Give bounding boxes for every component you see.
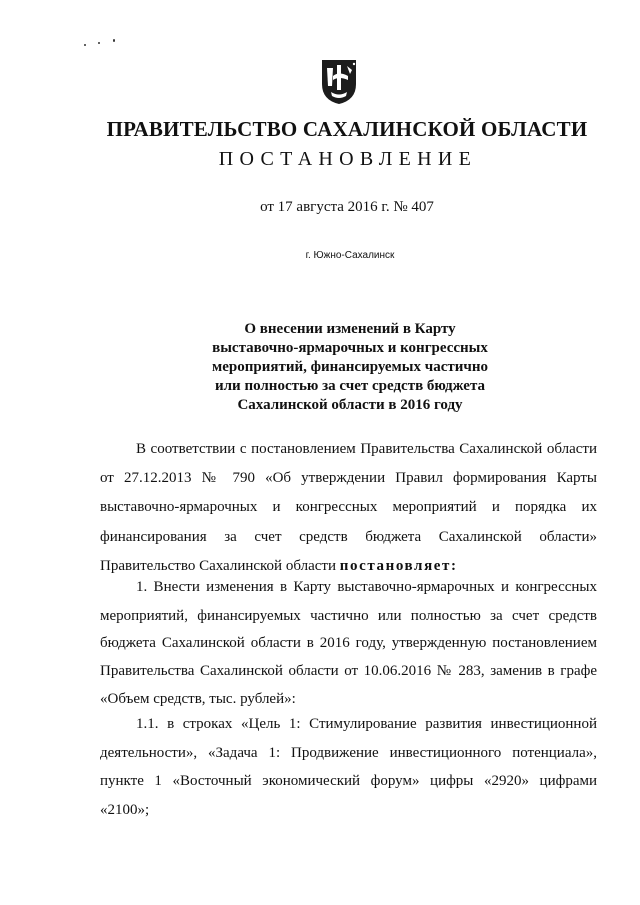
item-1-1-line: деятельности», «Задача 1: Продвижение инвестиционного потенциала», [100,745,597,761]
subject-line: или полностью за счет средств бюджета [215,378,485,394]
item-1-1-line: «2100»; [100,802,150,818]
item-1-line: мероприятий, финансируемых частично или полностью за счет средств [100,608,597,624]
preamble-line: от 27.12.2013 № 790 «Об утверждении Правил формирования Карты [100,470,597,486]
document-city: г. Южно-Сахалинск [305,250,395,261]
subject-line: выставочно-ярмарочных и конгрессных [212,340,488,356]
preamble-line: финансирования за счет средств бюджета Сахалинской области» [100,529,597,545]
preamble-last-line [100,555,597,577]
document-subject [185,320,515,415]
document-date-number: от 17 августа 2016 г. № 407 [260,199,434,215]
subject-line: мероприятий, финансируемых частично [212,359,488,375]
item-1-1-line: пункте 1 «Восточный экономический форум» цифры «2920» цифрами [100,773,597,789]
government-title: ПРАВИТЕЛЬСТВО САХАЛИНСКОЙ ОБЛАСТИ [106,117,588,141]
item-1-line: 1. Внести изменения в Карту выставочно-ярмарочных и конгрессных [136,579,597,595]
preamble-line: выставочно-ярмарочных и конгрессных мероприятий и порядка их [100,499,597,515]
subject-line: Сахалинской области в 2016 году [237,397,463,413]
scan-speck [98,42,100,44]
item-1-1-line: 1.1. в строках «Цель 1: Стимулирование развития инвестиционной [136,716,597,732]
scan-speck [113,39,115,42]
preamble-line: В соответствии с постановлением Правительства Сахалинской области [136,441,597,457]
subject-line: О внесении изменений в Карту [244,321,456,337]
item-1-line: Правительства Сахалинской области от 10.06.2016 № 283, заменив в графе [100,663,597,679]
item-1-line: «Объем средств, тыс. рублей»: [100,691,296,707]
item-1-line: бюджета Сахалинской области в 2016 году, утвержденную постановлением [100,635,597,651]
preamble-government: Правительство Сахалинской области [100,558,336,574]
scan-speck [84,44,86,46]
decree-word: постановляет: [339,558,458,574]
document-type: ПОСТАНОВЛЕНИЕ [218,148,478,170]
coat-of-arms-icon [318,56,360,106]
